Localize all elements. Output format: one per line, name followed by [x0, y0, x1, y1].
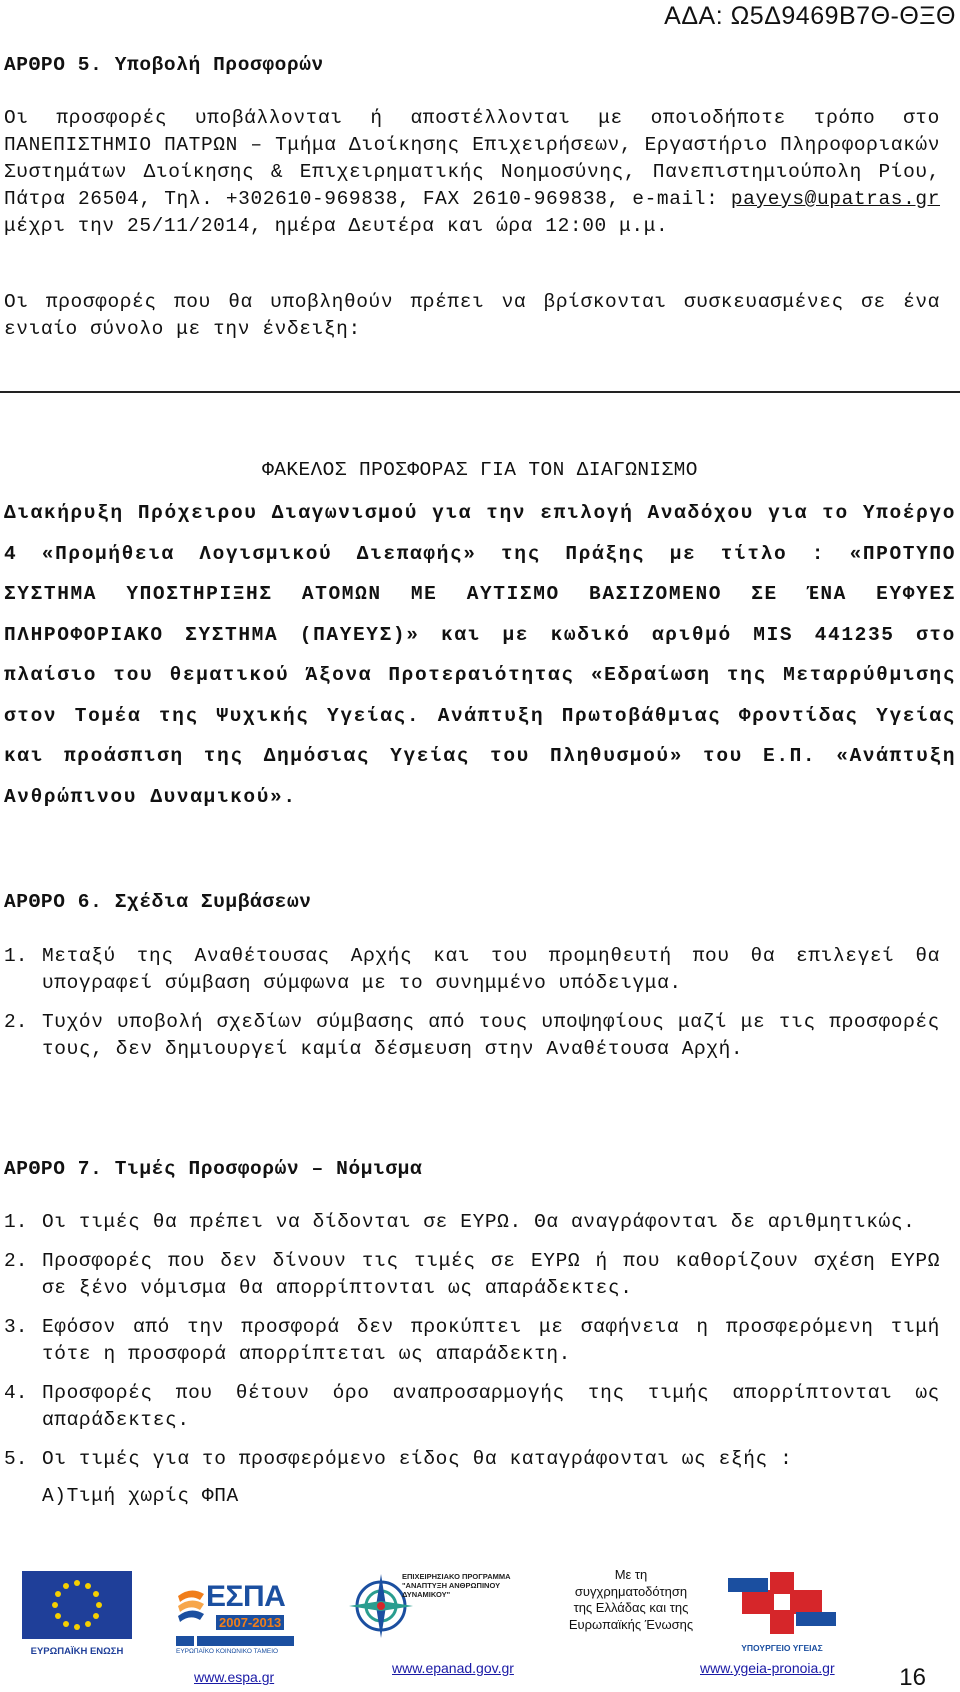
list-item	[4, 1446, 940, 1473]
espa-years: 2007-2013	[216, 1615, 284, 1630]
list-item	[4, 1209, 940, 1236]
article6-list	[4, 943, 940, 1075]
article5-title: ΑΡΘΡΟ 5. Υποβολή Προσφορών	[4, 54, 324, 76]
email-link[interactable]: payeys@upatras.gr	[730, 188, 940, 210]
ada-code: ΑΔΑ: Ω5Δ9469Β7Θ-ΘΞΘ	[664, 2, 956, 30]
list-item-number: 1.	[4, 1211, 28, 1233]
eu-label: ΕΥΡΩΠΑΪΚΗ ΕΝΩΣΗ	[30, 1646, 124, 1657]
envelope-body: Διακήρυξη Πρόχειρου Διαγωνισμού για την επιλογή Αναδόχου για το Υποέργο 4 «Προμήθεια Λογισμικού Διεπαφής» της Πράξης με τίτλο : «ΠΡΟΤΥΠΟ ΣΥΣΤΗΜΑ ΥΠΟΣΤΗΡΙΞΗΣ ΑΤΟΜΩΝ ΜΕ ΑΥΤΙΣΜΟ ΒΑΣΙΖΟΜΕΝΟ ΣΕ ΈΝΑ ΕΥΦΥΕΣ ΠΛΗΡΟΦΟΡΙΑΚΟ ΣΥΣΤΗΜΑ (ΠΑΥΕΥΣ)» και με κωδικό αριθμό MIS 441235 στο πλαίσιο του θεματικού Άξονα Προτεραιότητας «Εδραίωση της Μεταρρύθμισης στον Τομέα της Ψυχικής Υγείας. Ανάπτυξη Πρωτοβάθμιας Φροντίδας Υγείας και προάσπιση της Δημόσιας Υγείας του Πληθυσμού» του Ε.Π. «Ανάπτυξη Ανθρώπινου Δυναμικού».	[4, 502, 956, 808]
list-item-number: 2.	[4, 1250, 28, 1272]
list-item-text: Προσφορές που δεν δίνουν τις τιμές σε ΕΥΡΩ ή που καθορίζουν σχέση ΕΥΡΩ σε ξένο νόμισμα θα απορρίπτονται ως απαράδεκτες.	[42, 1250, 940, 1299]
epanad-text: ΕΠΙΧΕΙΡΗΣΙΑΚΟ ΠΡΟΓΡΑΜΜΑ "ΑΝΑΠΤΥΞΗ ΑΝΘΡΩΠΙΝΟΥ ΔΥΝΑΜΙΚΟΥ"	[402, 1572, 511, 1599]
list-item-number: 4.	[4, 1382, 28, 1404]
health-cross-icon	[722, 1568, 842, 1638]
article5-paragraph-1-start: Οι προσφορές υποβάλλονται ή αποστέλλονται με οποιοδήποτε τρόπο στο ΠΑΝΕΠΙΣΤΗΜΙΟ ΠΑΤΡΩΝ – Τμήμα Διοίκησης Επιχειρήσεων, Εργαστήριο Πληροφοριακών Συστημάτων Διοίκησης & Επιχειρηματικής Νοημοσύνης, Πανεπιστημιούπολη Ρίου, Πάτρα 26504, Τηλ. +302610-969838, FAX 2610-969838, e-mail:	[4, 107, 940, 210]
list-item-number: 1.	[4, 945, 28, 967]
espa-swirl-icon	[176, 1586, 206, 1628]
list-item-text: Μεταξύ της Αναθέτουσας Αρχής και του προμηθευτή που θα επιλεγεί θα υπογραφεί σύμβαση σύμφωνα με το συνημμένο υπόδειγμα.	[42, 945, 940, 994]
ministry-logo	[722, 1568, 842, 1652]
espa-logo	[176, 1574, 296, 1660]
list-item	[4, 1009, 940, 1063]
eu-flag-icon	[22, 1571, 132, 1639]
list-item	[4, 1380, 940, 1434]
list-item-number: 3.	[4, 1316, 28, 1338]
article5-paragraph-2: Οι προσφορές που θα υποβληθούν πρέπει να βρίσκονται συσκευασμένες σε ένα ενιαίο σύνολο με την ένδειξη:	[4, 291, 940, 340]
epanad-logo	[346, 1568, 536, 1654]
list-item	[4, 1248, 940, 1302]
sub-item: Α)Τιμή χωρίς ΦΠΑ	[42, 1485, 239, 1507]
page-number: 16	[899, 1664, 926, 1691]
espa-subtitle: ΕΥΡΩΠΑΪΚΟ ΚΟΙΝΩΝΙΚΟ ΤΑΜΕΙΟ	[176, 1648, 279, 1655]
epanad-link[interactable]: www.epanad.gov.gr	[392, 1660, 514, 1676]
divider-line	[0, 391, 960, 393]
greek-flag-strip	[176, 1636, 294, 1646]
list-item-text: Τυχόν υποβολή σχεδίων σύμβασης από τους υποψηφίους μαζί με τις προσφορές τους, δεν δημιουργεί καμία δέσμευση στην Αναθέτουσα Αρχή.	[42, 1011, 940, 1060]
cofinancing-text: Με τη συγχρηματοδότηση της Ελλάδας και της Ευρωπαϊκής Ένωσης	[568, 1567, 694, 1632]
ministry-label: ΥΠΟΥΡΓΕΙΟ ΥΓΕΙΑΣ	[741, 1643, 823, 1653]
article5-paragraph-1-end: μέχρι την 25/11/2014, ημέρα Δευτέρα και ώρα 12:00 μ.μ.	[4, 215, 669, 237]
eu-logo	[22, 1571, 132, 1657]
espa-text: ΕΣΠΑ	[206, 1580, 286, 1613]
article7-title: ΑΡΘΡΟ 7. Τιμές Προσφορών – Νόμισμα	[4, 1158, 423, 1180]
ygeia-link[interactable]: www.ygeia-pronoia.gr	[700, 1660, 835, 1676]
list-item	[4, 943, 940, 997]
list-item	[4, 1314, 940, 1368]
article7-list	[4, 1209, 940, 1510]
espa-link[interactable]: www.espa.gr	[194, 1669, 275, 1685]
article5-paragraph-1	[4, 105, 940, 240]
list-item-number: 2.	[4, 1011, 28, 1033]
article6-title: ΑΡΘΡΟ 6. Σχέδια Συμβάσεων	[4, 891, 312, 913]
list-item-text: Εφόσον από την προσφορά δεν προκύπτει με σαφήνεια η προσφερόμενη τιμή τότε η προσφορά απορρίπτεται ως απαράδεκτη.	[42, 1316, 940, 1365]
list-item-text: Οι τιμές για το προσφερόμενο είδος θα καταγράφονται ως εξής :	[42, 1448, 793, 1470]
greek-flag-icon	[176, 1636, 194, 1646]
list-item-text: Προσφορές που θέτουν όρο αναπροσαρμογής της τιμής απορρίπτονται ως απαράδεκτες.	[42, 1382, 940, 1431]
list-item-number: 5.	[4, 1448, 28, 1470]
envelope-title: ΦΑΚΕΛΟΣ ΠΡΟΣΦΟΡΑΣ ΓΙΑ ΤΟΝ ΔΙΑΓΩΝΙΣΜΟ	[262, 459, 698, 481]
list-item-text: Οι τιμές θα πρέπει να δίδονται σε ΕΥΡΩ. Θα αναγράφονται δε αριθμητικώς.	[42, 1211, 916, 1233]
